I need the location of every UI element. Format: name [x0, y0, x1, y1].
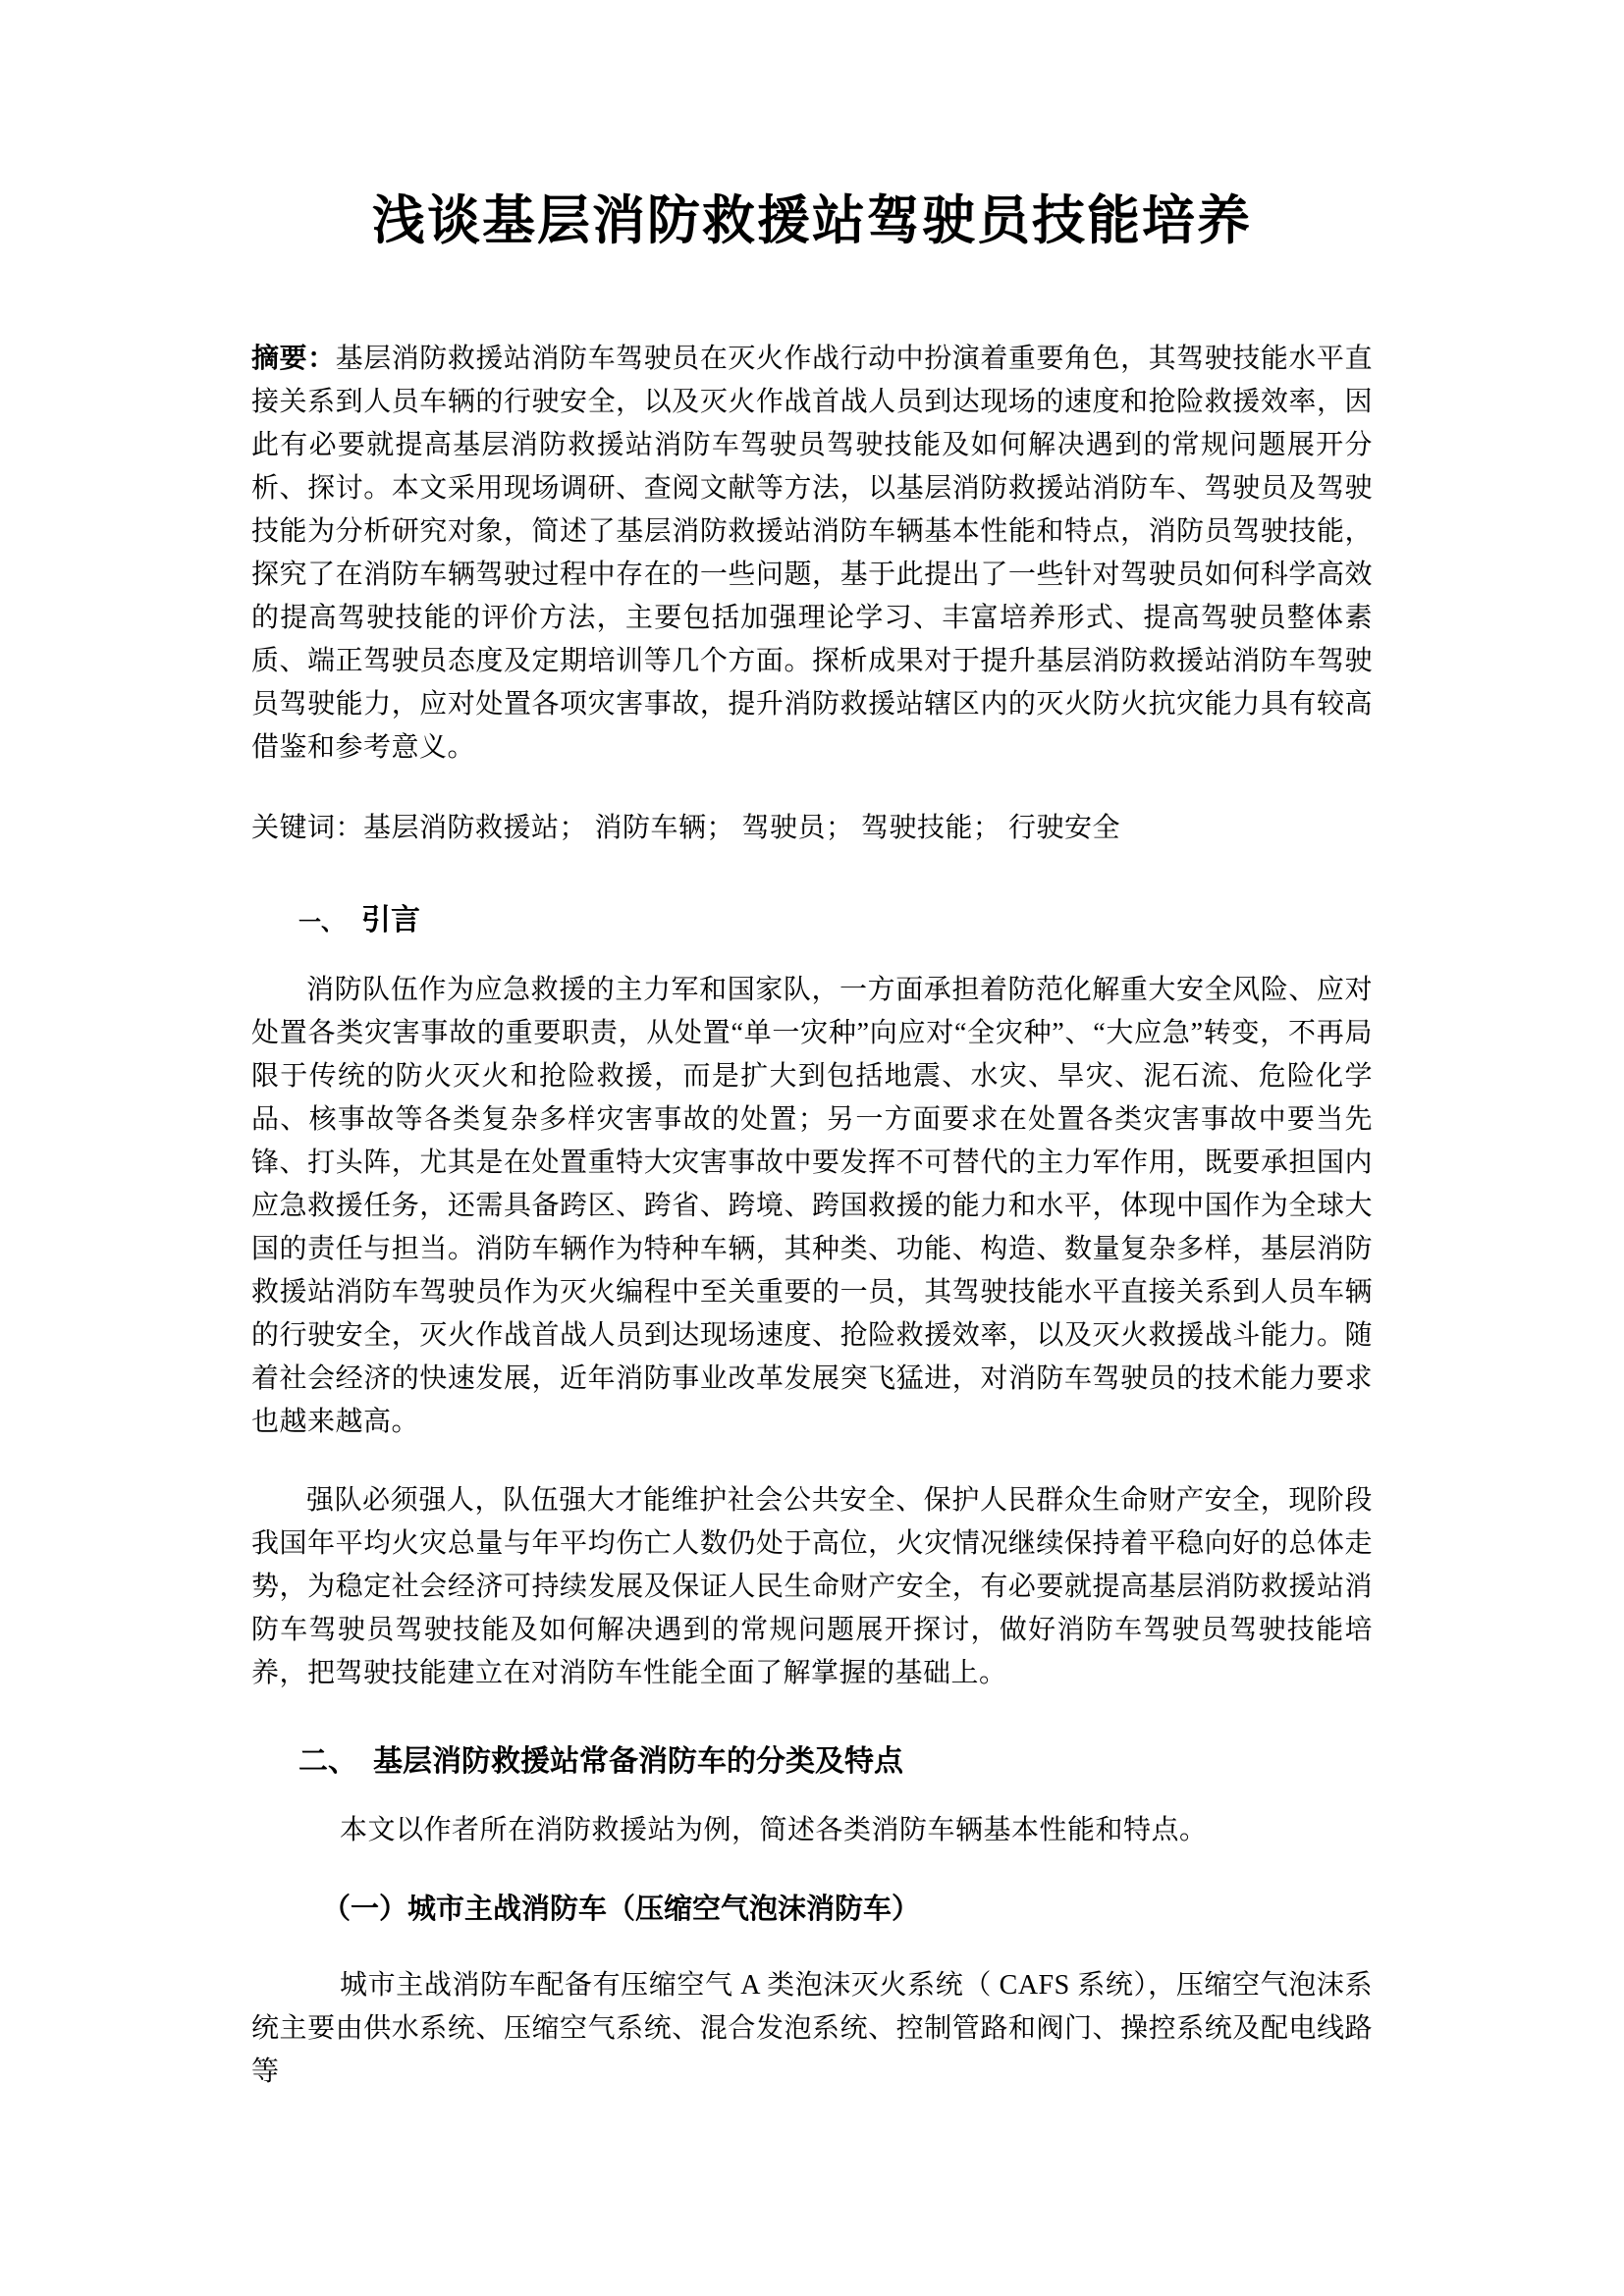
- section-1-number: 一、: [298, 909, 344, 934]
- abstract-text: 基层消防救援站消防车驾驶员在灭火作战行动中扮演着重要角色，其驾驶技能水平直接关系到人员车辆的行驶安全，以及灭火作战首战人员到达现场的速度和抢险救援效率，因此有必要就提高基层消防救援站消防车驾驶员驾驶技能及如何解决遇到的常规问题展开分析、探讨。本文采用现场调研、查阅文献等方法，以基层消防救援站消防车、驾驶员及驾驶技能为分析研究对象，简述了基层消防救援站消防车辆基本性能和特点，消防员驾驶技能，探究了在消防车辆驾驶过程中存在的一些问题，基于此提出了一些针对驾驶员如何科学高效的提高驾驶技能的评价方法，主要包括加强理论学习、丰富培养形式、提高驾驶员整体素质、端正驾驶员态度及定期培训等几个方面。探析成果对于提升基层消防救援站消防车驾驶员驾驶能力，应对处置各项灾害事故，提升消防救援站辖区内的灭火防火抗灾能力具有较高借鉴和参考意义。: [251, 344, 1373, 763]
- page-title: 浅谈基层消防救援站驾驶员技能培养: [372, 191, 1252, 250]
- keywords-label: 关键词：: [251, 813, 364, 843]
- section-2-number: 二、: [298, 1745, 357, 1778]
- subsection-1-paragraph: 城市主战消防车配备有压缩空气 A 类泡沫灭火系统（ CAFS 系统），压缩空气泡沫系统主要由供水系统、压缩空气系统、混合发泡系统、控制管路和阀门、操控系统及配电线路等: [251, 1970, 1373, 2087]
- keywords-line: [251, 807, 1373, 850]
- abstract-label: 摘要：: [251, 343, 336, 373]
- section-2-heading: [298, 1740, 1373, 1784]
- section-1-paragraph-2: 强队必须强人，队伍强大才能维护社会公共安全、保护人民群众生命财产安全，现阶段我国年平均火灾总量与年平均伤亡人数仍处于高位，火灾情况继续保持着平稳向好的总体走势，为稳定社会经济可持续发展及保证人民生命财产安全，有必要就提高基层消防救援站消防车驾驶员驾驶技能及如何解决遇到的常规问题展开探讨，做好消防车驾驶员驾驶技能培养，把驾驶技能建立在对消防车性能全面了解掌握的基础上。: [251, 1485, 1373, 1688]
- subsection-1-heading: （一）城市主战消防车（压缩空气泡沫消防车）: [322, 1894, 921, 1925]
- section-1-heading: [298, 899, 1373, 943]
- keywords-text: 基层消防救援站； 消防车辆； 驾驶员； 驾驶技能； 行驶安全: [363, 813, 1121, 843]
- section-1-title: 引言: [361, 904, 420, 936]
- abstract-paragraph: [251, 337, 1373, 770]
- section-2-title: 基层消防救援站常备消防车的分类及特点: [373, 1745, 903, 1778]
- section-1-paragraph-1: 消防队伍作为应急救援的主力军和国家队，一方面承担着防范化解重大安全风险、应对处置各类灾害事故的重要职责，从处置“单一灾种”向应对“全灾种”、“大应急”转变，不再局限于传统的防火灭火和抢险救援，而是扩大到包括地震、水灾、旱灾、泥石流、危险化学品、核事故等各类复杂多样灾害事故的处置；另一方面要求在处置各类灾害事故中要当先锋、打头阵，尤其是在处置重特大灾害事故中要发挥不可替代的主力军作用，既要承担国内应急救援任务，还需具备跨区、跨省、跨境、跨国救援的能力和水平，体现中国作为全球大国的责任与担当。消防车辆作为特种车辆，其种类、功能、构造、数量复杂多样，基层消防救援站消防车驾驶员作为灭火编程中至关重要的一员，其驾驶技能水平直接关系到人员车辆的行驶安全，灭火作战首战人员到达现场速度、抢险救援效率，以及灭火救援战斗能力。随着社会经济的快速发展，近年消防事业改革发展突飞猛进，对消防车驾驶员的技术能力要求也越来越高。: [251, 975, 1373, 1437]
- section-2-intro-paragraph: 本文以作者所在消防救援站为例，简述各类消防车辆基本性能和特点。: [340, 1815, 1208, 1845]
